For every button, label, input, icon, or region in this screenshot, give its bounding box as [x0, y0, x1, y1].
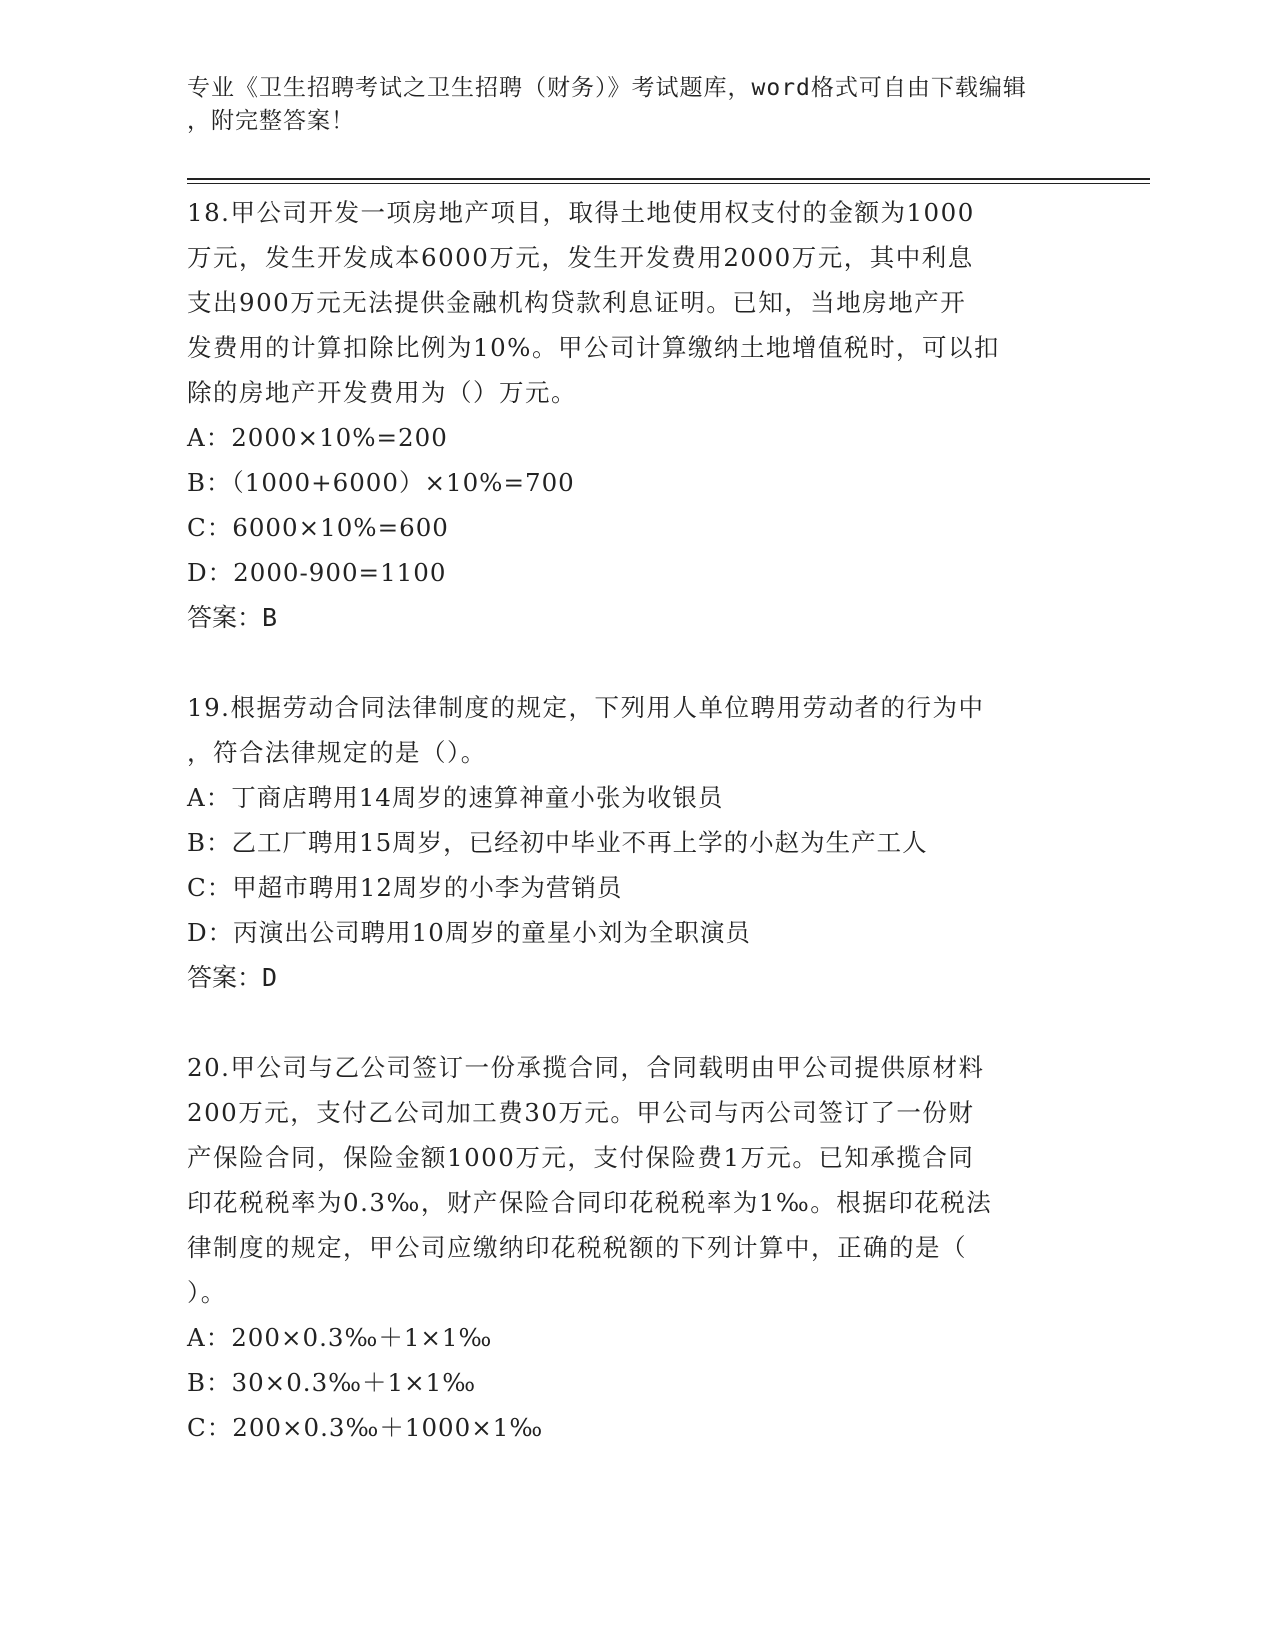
answer: 答案：B [187, 603, 278, 632]
option-b: B：（1000+6000）×10%=700 [187, 468, 575, 497]
question-stem: 除的房地产开发费用为（）万元。 [187, 378, 577, 407]
option-b: B：乙工厂聘用15周岁，已经初中毕业不再上学的小赵为生产工人 [187, 828, 928, 857]
question-19 [187, 685, 1087, 1000]
option-b: B：30×0.3‰＋1×1‰ [187, 1368, 477, 1397]
page-header [187, 72, 1067, 138]
question-stem: ，符合法律规定的是（）。 [187, 738, 487, 767]
option-a: A：丁商店聘用14周岁的速算神童小张为收银员 [187, 783, 724, 812]
question-stem: 印花税税率为0.3‰，财产保险合同印花税税率为1‰。根据印花税法 [187, 1188, 993, 1217]
question-stem: ）。 [187, 1278, 227, 1307]
option-a: A：200×0.3‰＋1×1‰ [187, 1323, 493, 1352]
header-divider-thin [187, 183, 1150, 184]
question-stem: 产保险合同，保险金额1000万元，支付保险费1万元。已知承揽合同 [187, 1143, 975, 1172]
answer: 答案：D [187, 963, 278, 992]
question-18 [187, 190, 1087, 640]
question-spacer [187, 1000, 1087, 1045]
option-c: C：甲超市聘用12周岁的小李为营销员 [187, 873, 623, 902]
option-c: C：200×0.3‰＋1000×1‰ [187, 1413, 544, 1442]
question-stem: 20.甲公司与乙公司签订一份承揽合同，合同载明由甲公司提供原材料 [187, 1053, 985, 1082]
option-d: D：2000-900=1100 [187, 558, 447, 587]
option-d: D：丙演出公司聘用10周岁的童星小刘为全职演员 [187, 918, 751, 947]
question-stem: 18.甲公司开发一项房地产项目，取得土地使用权支付的金额为1000 [187, 198, 975, 227]
question-stem: 200万元，支付乙公司加工费30万元。甲公司与丙公司签订了一份财 [187, 1098, 975, 1127]
header-line-2: ，附完整答案！ [187, 108, 355, 134]
header-divider-thick [187, 178, 1150, 180]
option-c: C：6000×10%=600 [187, 513, 449, 542]
option-a: A：2000×10%=200 [187, 423, 448, 452]
question-stem: 支出900万元无法提供金融机构贷款利息证明。已知，当地房地产开 [187, 288, 967, 317]
question-spacer [187, 640, 1087, 685]
header-line-1: 专业《卫生招聘考试之卫生招聘（财务）》考试题库，word格式可自由下载编辑 [187, 75, 1027, 101]
question-list [187, 190, 1087, 1450]
question-20 [187, 1045, 1087, 1450]
question-stem: 19.根据劳动合同法律制度的规定，下列用人单位聘用劳动者的行为中 [187, 693, 985, 722]
question-stem: 发费用的计算扣除比例为10%。甲公司计算缴纳土地增值税时，可以扣 [187, 333, 1000, 362]
question-stem: 律制度的规定，甲公司应缴纳印花税税额的下列计算中，正确的是（ [187, 1233, 967, 1262]
question-stem: 万元，发生开发成本6000万元，发生开发费用2000万元，其中利息 [187, 243, 974, 272]
